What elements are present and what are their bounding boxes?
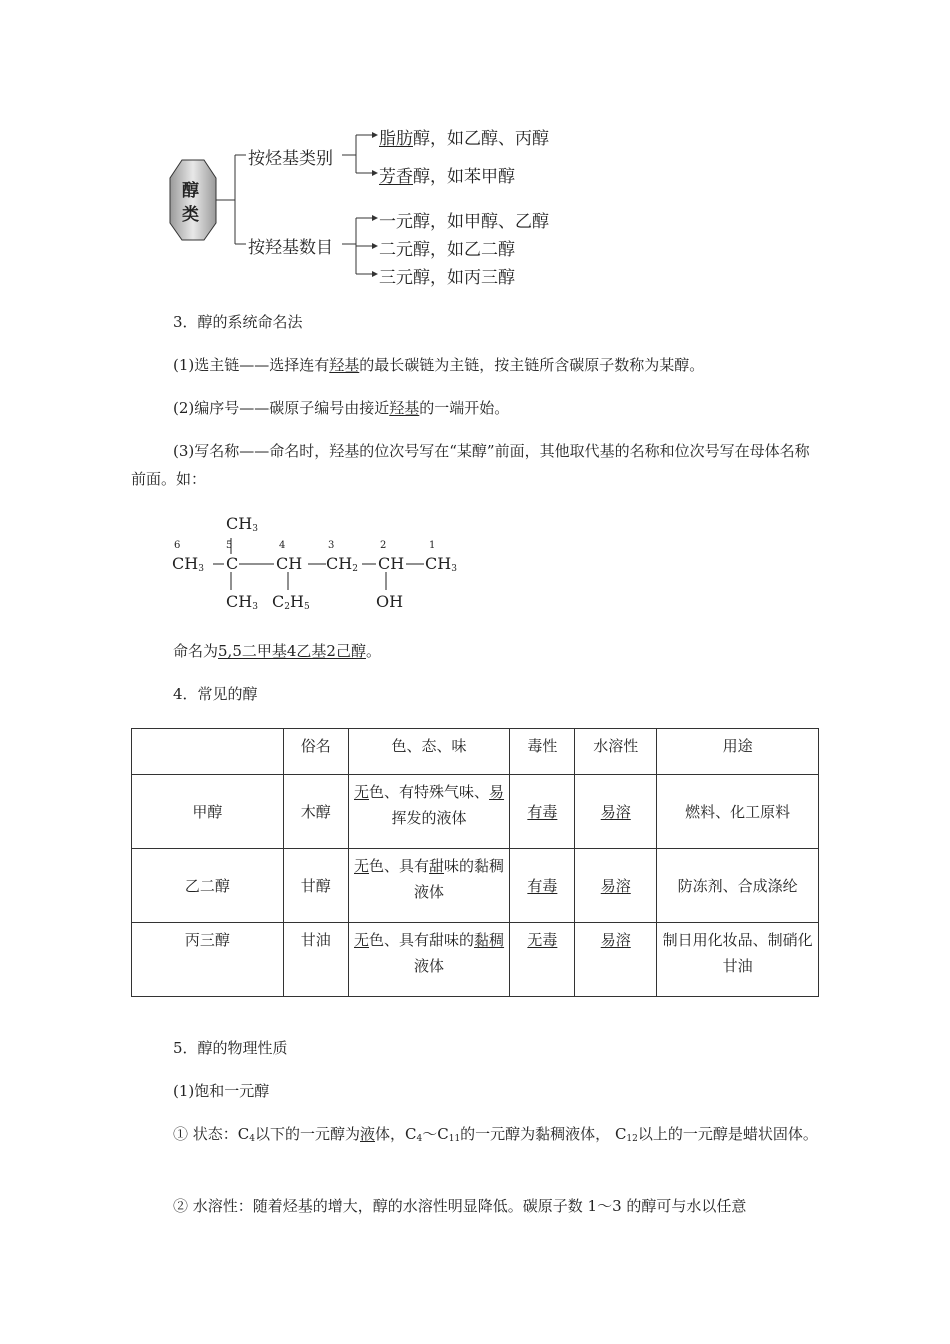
usage: 制日用化妆品、制硝化甘油 [657, 923, 819, 997]
table-header-cell: 俗名 [283, 729, 348, 775]
formula-bottom-ch3: $CH_3$ [226, 592, 258, 612]
table-header-cell: 色、态、味 [348, 729, 510, 775]
branch1-item-aromatic: 芳香醇，如苯甲醇 [379, 167, 515, 187]
arrow-head [372, 132, 378, 138]
branch1-item-aliphatic: 脂肪醇，如乙醇、丙醇 [379, 129, 549, 149]
section5-heading: 5．醇的物理性质 [173, 1039, 288, 1057]
alcohol-name: 乙二醇 [132, 849, 284, 923]
formula-num-2: 2 [380, 540, 387, 551]
common-name: 甘油 [283, 923, 348, 997]
common-alcohols-table [131, 728, 819, 997]
branch2-item-di: 二元醇，如乙二醇 [379, 240, 515, 260]
arrow-head [372, 170, 378, 176]
branch2-connector [342, 218, 372, 274]
section3-step2: (2)编序号——碳原子编号由接近羟基的一端开始。 [173, 399, 510, 417]
table-row [132, 775, 819, 849]
common-name: 甘醇 [283, 849, 348, 923]
formula-num-6: 6 [174, 540, 181, 551]
table-row [132, 849, 819, 923]
solubility: 易溶 [575, 923, 657, 997]
formula-num-5: 5 [226, 540, 233, 551]
trunk-connector [216, 155, 246, 244]
branch1-connector [342, 135, 372, 173]
section3-heading: 3．醇的系统命名法 [173, 313, 303, 331]
section4-heading: 4．常见的醇 [173, 685, 258, 703]
formula-num-3: 3 [328, 540, 335, 551]
formula-c3: $CH_2$ [326, 554, 358, 574]
table-header-cell [132, 729, 284, 775]
naming-result: 命名为5,5二甲基4乙基2己醇。 [173, 642, 381, 660]
table-header-cell: 用途 [657, 729, 819, 775]
usage: 防冻剂、合成涤纶 [657, 849, 819, 923]
section5-state: ① 状态：$C_4$以下的一元醇为液体，$C_4\sim C_{11}$的一元醇为黏稠液体， $C_{12}$以上的一元醇是蜡状固体。 [173, 1125, 818, 1144]
section5-solubility: ② 水溶性：随着烃基的增大，醇的水溶性明显降低。碳原子数 1～3 的醇可与水以任意 [173, 1197, 747, 1215]
usage: 燃料、化工原料 [657, 775, 819, 849]
alcohol-name: 丙三醇 [132, 923, 284, 997]
root-label-top: 醇 [182, 181, 199, 201]
property-desc: 无色、具有甜味的黏稠液体 [348, 923, 510, 997]
table-header-cell: 毒性 [510, 729, 575, 775]
formula-c6: $CH_3$ [172, 554, 204, 574]
formula-oh: OH [376, 592, 404, 611]
formula-num-1: 1 [429, 540, 436, 551]
alcohol-name: 甲醇 [132, 775, 284, 849]
table-row [132, 923, 819, 997]
formula-c5: C [226, 554, 239, 573]
arrow-head [372, 271, 378, 277]
solubility: 易溶 [575, 775, 657, 849]
branch2-item-mono: 一元醇，如甲醇、乙醇 [379, 212, 549, 232]
table-header-row [132, 729, 819, 775]
formula-bottom-c2h5: $C_2H_5$ [272, 592, 310, 612]
formula-num-4: 4 [279, 540, 286, 551]
property-desc: 无色、有特殊气味、易挥发的液体 [348, 775, 510, 849]
common-name: 木醇 [283, 775, 348, 849]
toxicity: 有毒 [510, 775, 575, 849]
section3-step1: (1)选主链——选择连有羟基的最长碳链为主链，按主链所含碳原子数称为某醇。 [173, 356, 705, 374]
formula-top-ch3: $CH_3$ [226, 514, 258, 534]
arrow-head [372, 243, 378, 249]
branch1-label: 按烃基类别 [248, 149, 333, 169]
formula-c2: CH [378, 554, 405, 573]
branch2-label: 按羟基数目 [248, 238, 333, 258]
table-header-cell: 水溶性 [575, 729, 657, 775]
solubility: 易溶 [575, 849, 657, 923]
arrow-head [372, 215, 378, 221]
section5-sub1: (1)饱和一元醇 [173, 1082, 270, 1100]
root-label-bottom: 类 [182, 205, 199, 225]
toxicity: 无毒 [510, 923, 575, 997]
toxicity: 有毒 [510, 849, 575, 923]
section3-step3: (3)写名称——命名时，羟基的位次号写在“某醇”前面，其他取代基的名称和位次号写在母体名称前面。如： [131, 442, 810, 488]
formula-c1: $CH_3$ [425, 554, 457, 574]
formula-c4: CH [276, 554, 303, 573]
branch2-item-tri: 三元醇，如丙三醇 [379, 268, 515, 288]
property-desc: 无色、具有甜味的黏稠液体 [348, 849, 510, 923]
